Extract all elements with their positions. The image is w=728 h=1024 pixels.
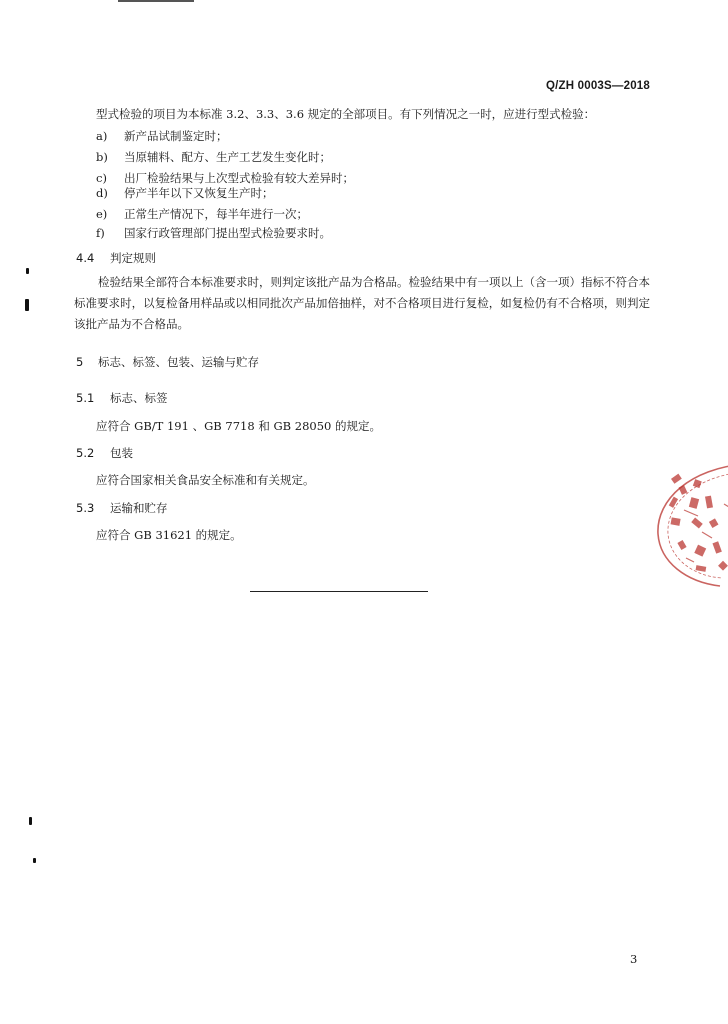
- scan-mark: [25, 299, 29, 311]
- section-number: 5.2: [76, 446, 95, 460]
- packaging-paragraph: 应符合国家相关食品安全标准和有关规定。: [96, 473, 315, 487]
- section-heading-5-2: [76, 445, 133, 461]
- list-item-text: 国家行政管理部门提出型式检验要求时。: [124, 226, 331, 240]
- list-item-label: f): [96, 226, 105, 240]
- list-item-label: e): [96, 207, 108, 221]
- list-item-label: c): [96, 171, 107, 185]
- section-heading-5-1: [76, 390, 168, 406]
- document-code: Q/ZH 0003S—2018: [545, 80, 650, 92]
- list-item: [96, 206, 308, 222]
- list-item-text: 出厂检验结果与上次型式检验有较大差异时；: [124, 171, 354, 185]
- page-number: 3: [630, 952, 638, 966]
- section-title: 标志、标签、包装、运输与贮存: [98, 355, 259, 369]
- section-heading-4-4: [76, 250, 156, 266]
- list-item-text: 当原辅料、配方、生产工艺发生变化时；: [124, 150, 331, 164]
- scan-mark: [29, 817, 32, 825]
- section-heading-5-3: [76, 500, 168, 516]
- section-title: 包装: [110, 446, 133, 460]
- list-item-text: 停产半年以下又恢复生产时；: [124, 186, 274, 200]
- list-item: [96, 128, 228, 144]
- section-title: 判定规则: [110, 251, 156, 265]
- end-rule: [250, 591, 428, 592]
- list-item: [96, 185, 274, 201]
- list-item: [96, 170, 354, 186]
- scan-mark: [26, 268, 29, 274]
- list-item-text: 正常生产情况下，每半年进行一次；: [124, 207, 308, 221]
- list-item: [96, 225, 331, 241]
- official-seal: [650, 458, 728, 590]
- scan-top-rule: [118, 0, 194, 2]
- list-item-text: 新产品试制鉴定时；: [124, 129, 228, 143]
- transport-storage-paragraph: 应符合 GB 31621 的规定。: [96, 528, 242, 542]
- list-item-label: b): [96, 150, 108, 164]
- type-inspection-intro: 型式检验的项目为本标准 3.2、3.3、3.6 规定的全部项目。有下列情况之一时，应进行型式检验：: [96, 107, 596, 121]
- list-item: [96, 149, 331, 165]
- list-item-label: a): [96, 129, 108, 143]
- section-title: 运输和贮存: [110, 501, 168, 515]
- judgement-rules-paragraph: 检验结果全部符合本标准要求时，则判定该批产品为合格品。检验结果中有一项以上（含一项）指标不符合本标准要求时，以复检备用样品或以相同批次产品加倍抽样，对不合格项目进行复检，如复检仍有不合格项，则判定该批产品为不合格品。: [74, 275, 650, 331]
- section-title: 标志、标签: [110, 391, 168, 405]
- scan-mark: [33, 858, 36, 863]
- section-heading-5: [76, 354, 259, 370]
- section-number: 5.3: [76, 501, 95, 515]
- list-item-label: d): [96, 186, 108, 200]
- section-number: 4.4: [76, 251, 95, 265]
- labeling-paragraph: 应符合 GB/T 191 、GB 7718 和 GB 28050 的规定。: [96, 419, 382, 433]
- section-number: 5: [76, 355, 84, 369]
- section-number: 5.1: [76, 391, 95, 405]
